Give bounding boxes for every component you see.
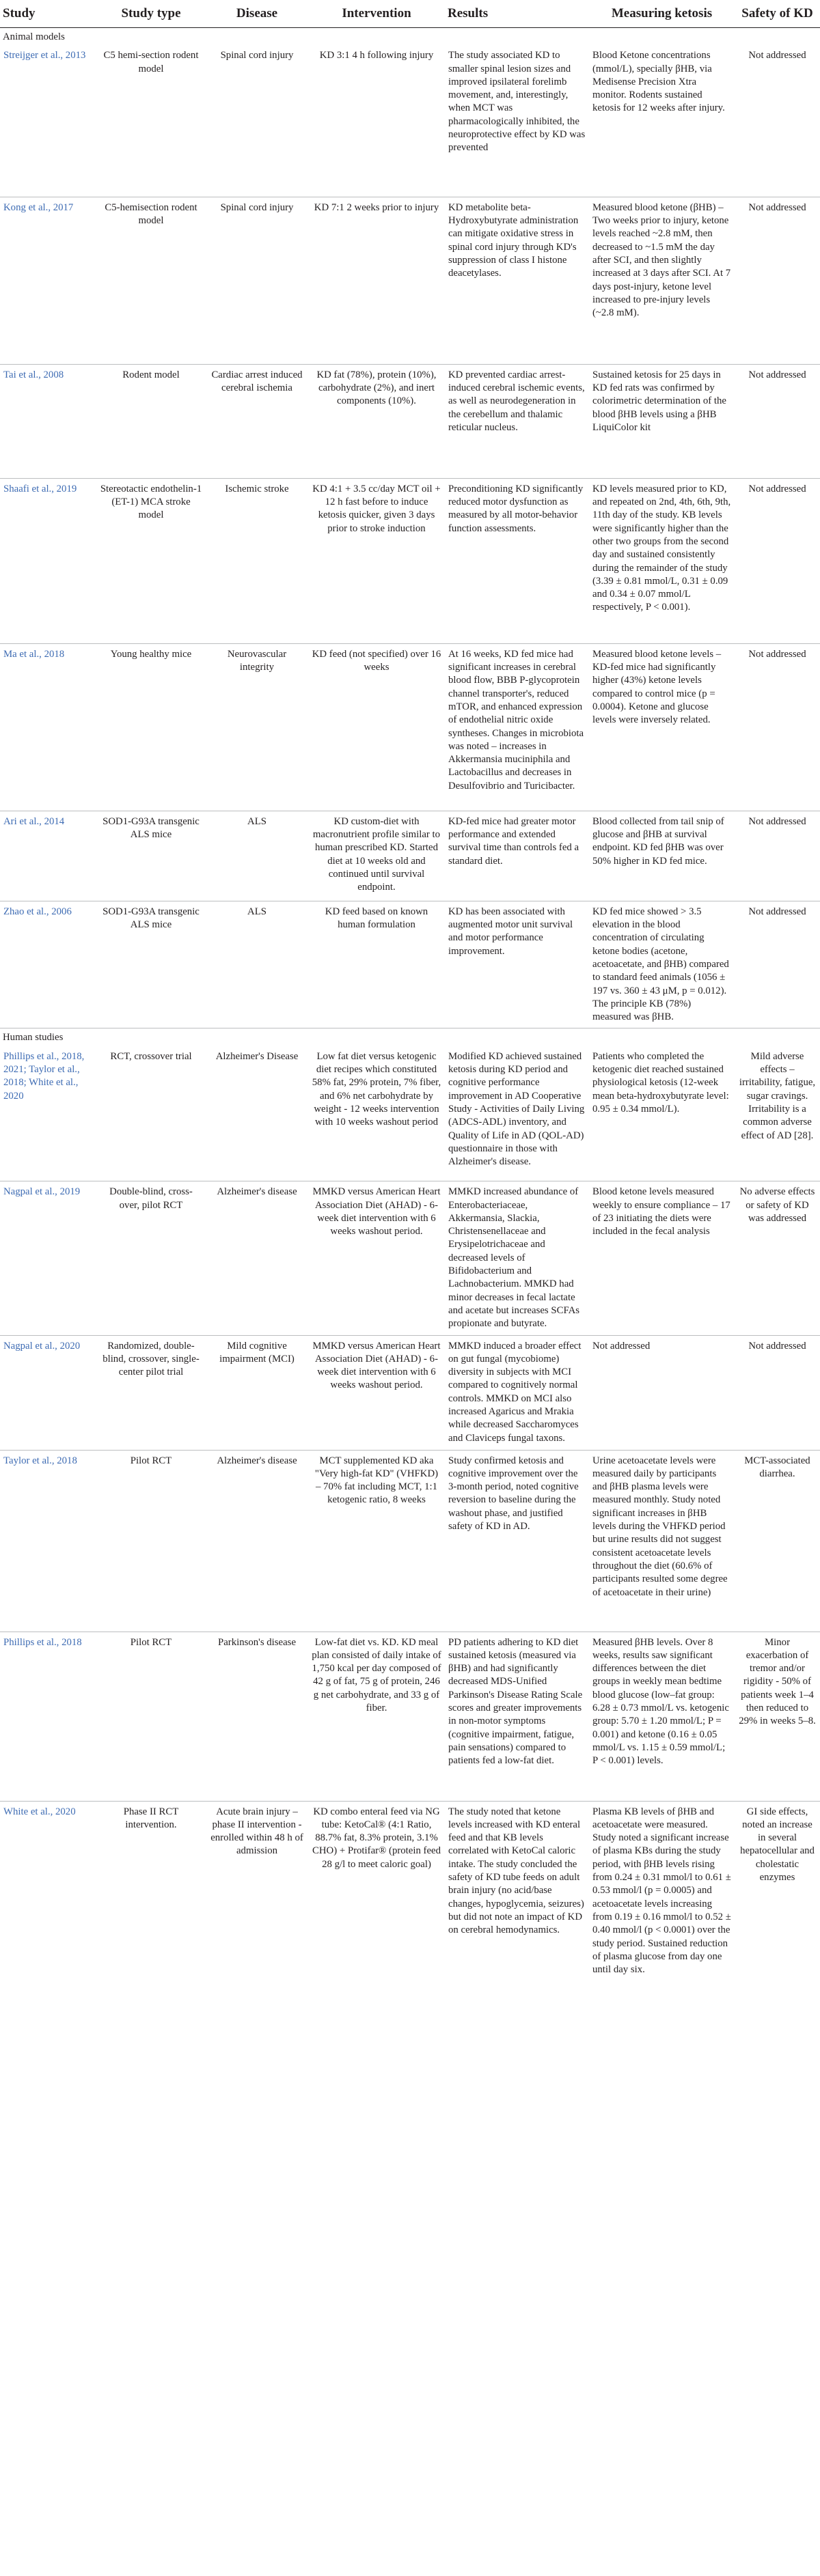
safety-cell: Not addressed bbox=[748, 648, 806, 660]
measuring-ketosis-cell: Not addressed bbox=[592, 1340, 651, 1352]
header-disease: Disease bbox=[206, 0, 308, 28]
study-cell[interactable]: Ari et al., 2014 bbox=[3, 815, 65, 827]
study-cell[interactable]: White et al., 2020 bbox=[3, 1806, 76, 1817]
intervention-cell: Low-fat diet vs. KD. KD meal plan consisted of daily intake of 1,750 kcal per day composed of 42 g of fat, 75 g of protein, 246 g net carbohydrate, and 33 g of fiber. bbox=[312, 1636, 441, 1714]
study-type-cell: Pilot RCT bbox=[130, 1636, 172, 1648]
header-study-type: Study type bbox=[96, 0, 206, 28]
study-cell[interactable]: Streijger et al., 2013 bbox=[3, 50, 86, 61]
disease-cell: ALS bbox=[247, 906, 266, 917]
study-cell[interactable]: Taylor et al., 2018 bbox=[3, 1455, 77, 1466]
disease-cell: Spinal cord injury bbox=[220, 201, 294, 213]
table-header bbox=[0, 0, 820, 28]
measuring-ketosis-cell: KD fed mice showed > 3.5 elevation in the blood concentration of circulating ketone bodies (acetone, acetoacetate, and βHB) compared to standard feed animals (1056 ± 197 vs. 360 ± 43 μM, p = 0.012). The principle KB (78%) measured was βHB. bbox=[592, 906, 729, 1023]
intervention-cell: KD feed (not specified) over 16 weeks bbox=[312, 648, 441, 673]
study-cell[interactable]: Ma et al., 2018 bbox=[3, 648, 65, 660]
study-type-cell: SOD1-G93A transgenic ALS mice bbox=[102, 906, 200, 931]
safety-cell: Not addressed bbox=[748, 1340, 806, 1352]
intervention-cell: KD combo enteral feed via NG tube: KetoCal® (4:1 Ratio, 88.7% fat, 8.3% protein, 3.1% CHO) + Protifar® (protein feed 28 g/l to meet caloric goal) bbox=[312, 1806, 441, 1870]
measuring-ketosis-cell: Blood ketone levels measured weekly to ensure compliance – 17 of 23 initiating the diets were included in the fecal analysis bbox=[592, 1186, 730, 1237]
measuring-ketosis-cell: Sustained ketosis for 25 days in KD fed rats was confirmed by colorimetric determination of the blood βHB levels using a βHB LiquiColor kit bbox=[592, 369, 726, 433]
results-cell: Preconditioning KD significantly reduced motor dysfunction as measured by all motor-behavior function assessments. bbox=[448, 483, 584, 534]
safety-cell: Not addressed bbox=[748, 369, 806, 380]
table-row bbox=[0, 811, 820, 901]
study-type-cell: Rodent model bbox=[122, 369, 180, 380]
header-results: Results bbox=[445, 0, 589, 28]
disease-cell: Alzheimer's disease bbox=[217, 1455, 297, 1466]
study-cell[interactable]: Phillips et al., 2018, 2021; Taylor et al., 2018; White et al., 2020 bbox=[3, 1050, 85, 1102]
table-row bbox=[0, 45, 820, 197]
safety-cell: Not addressed bbox=[748, 201, 806, 213]
safety-cell: Not addressed bbox=[748, 483, 806, 494]
table-row bbox=[0, 643, 820, 811]
safety-cell: MCT-associated diarrhea. bbox=[744, 1455, 810, 1479]
table-row bbox=[0, 901, 820, 1028]
disease-cell: Neurovascular integrity bbox=[227, 648, 287, 673]
intervention-cell: KD feed based on known human formulation bbox=[325, 906, 428, 931]
results-cell: PD patients adhering to KD diet sustained ketosis (measured via βHB) and had significantly decreased MDS-Unified Parkinson's Disease Rating Scale scores and greater improvements in non-motor symptoms (cognitive impairment, fatigue, pain sensations) compared to patients fed a low-fat diet. bbox=[448, 1636, 583, 1767]
table-row bbox=[0, 1632, 820, 1801]
study-cell[interactable]: Shaafi et al., 2019 bbox=[3, 483, 77, 494]
study-cell[interactable]: Kong et al., 2017 bbox=[3, 201, 74, 213]
table-row bbox=[0, 1801, 820, 2000]
measuring-ketosis-cell: Blood Ketone concentrations (mmol/L), specially βHB, via Medisense Precision Xtra monitor. Rodents sustained ketosis for 12 weeks after injury. bbox=[592, 50, 725, 114]
disease-cell: Spinal cord injury bbox=[220, 50, 294, 61]
measuring-ketosis-cell: Urine acetoacetate levels were measured daily by participants and βHB plasma levels were measured monthly. Study noted significant increases in βHB levels during the VHFKD period but urine results did not suggest consistent acetoacetate levels throughout the diet (60.6% of participants resulted some degree of acetoacetate in their urine) bbox=[592, 1455, 728, 1598]
results-cell: KD metabolite beta-Hydroxybutyrate administration can mitigate oxidative stress in spinal cord injury through KD's suppression of class I histone deacetylases. bbox=[448, 201, 579, 279]
intervention-cell: Low fat diet versus ketogenic diet recipes which constituted 58% fat, 29% protein, 7% fiber, and 6% net carbohydrate by weight - 12 weeks intervention with 10 weeks washout period bbox=[312, 1050, 441, 1128]
header-study: Study bbox=[0, 0, 96, 28]
disease-cell: Alzheimer's Disease bbox=[215, 1050, 299, 1062]
disease-cell: Mild cognitive impairment (MCI) bbox=[219, 1340, 295, 1364]
disease-cell: ALS bbox=[247, 815, 266, 827]
safety-cell: Minor exacerbation of tremor and/or rigidity - 50% of patients week 1–4 then reduced to 29% in weeks 5–8. bbox=[739, 1636, 816, 1727]
header-measuring-ketosis: Measuring ketosis bbox=[589, 0, 735, 28]
table-row bbox=[0, 1450, 820, 1632]
intervention-cell: MMKD versus American Heart Association Diet (AHAD) - 6-week diet intervention with 6 weeks washout period. bbox=[312, 1186, 441, 1237]
study-cell[interactable]: Zhao et al., 2006 bbox=[3, 906, 72, 917]
measuring-ketosis-cell: Measured blood ketone (βHB) – Two weeks prior to injury, ketone levels reached ~2.8 mM, then decreased to ~1.5 mM the day after SCI, and then slightly increased at 3 days after SCI. At 7 days post-injury, ketone level increased to pre-injury levels (~2.8 mM). bbox=[592, 201, 731, 319]
intervention-cell: MMKD versus American Heart Association Diet (AHAD) - 6-week diet intervention with 6 weeks washout period. bbox=[312, 1340, 441, 1391]
results-cell: Study confirmed ketosis and cognitive improvement over the 3-month period, noted cognitive reversion to baseline during the washout phase, and justified safety of KD in AD. bbox=[448, 1455, 579, 1532]
header-safety-of-kd: Safety of KD bbox=[735, 0, 820, 28]
study-type-cell: Young healthy mice bbox=[110, 648, 192, 660]
study-type-cell: SOD1-G93A transgenic ALS mice bbox=[102, 815, 200, 841]
measuring-ketosis-cell: Measured βHB levels. Over 8 weeks, results saw significant differences between the diet groups in weekly mean bedtime blood glucose (low–fat group: 6.28 ± 0.73 mmol/L vs. ketogenic group: 5.70 ± 1.20 mmol/L; P = 0.001) and ketone (0.16 ± 0.05 mmol/L vs. 1.15 ± 0.59 mmol/L; P < 0.001) levels. bbox=[592, 1636, 729, 1767]
intervention-cell: KD 4:1 + 3.5 cc/day MCT oil + 12 h fast before to induce ketosis quicker, given 3 days prior to stroke induction bbox=[312, 483, 441, 534]
results-cell: KD-fed mice had greater motor performance and extended survival time than controls fed a standard diet. bbox=[448, 815, 579, 867]
measuring-ketosis-cell: Blood collected from tail snip of glucose and βHB at survival endpoint. KD fed βHB was over 50% higher in KD fed mice. bbox=[592, 815, 724, 867]
results-cell: The study associated KD to smaller spinal lesion sizes and improved ipsilateral forelimb movement, and, interestingly, when MCT was pharmacologically inhibited, the neuroprotective effect by KD was prevented bbox=[448, 50, 586, 154]
intervention-cell: MCT supplemented KD aka "Very high-fat KD" (VHFKD) – 70% fat including MCT, 1:1 ketogenic ratio, 8 weeks bbox=[314, 1455, 439, 1506]
safety-cell: Not addressed bbox=[748, 50, 806, 61]
study-type-cell: Stereotactic endothelin-1 (ET-1) MCA stroke model bbox=[100, 483, 202, 521]
study-cell[interactable]: Nagpal et al., 2020 bbox=[3, 1340, 81, 1352]
intervention-cell: KD fat (78%), protein (10%), carbohydrate (2%), and inert components (10%). bbox=[316, 369, 437, 407]
study-cell[interactable]: Nagpal et al., 2019 bbox=[3, 1186, 81, 1198]
measuring-ketosis-cell: KD levels measured prior to KD, and repeated on 2nd, 4th, 6th, 9th, 11th day of the study. KB levels were significantly higher than the other two groups from the second day and sustained consistently during the remainder of the study (3.39 ± 0.81 mmol/L, 0.31 ± 0.09 and 0.34 ± 0.07 mmol/L respectively, P < 0.001). bbox=[592, 483, 731, 613]
study-type-cell: C5-hemisection rodent model bbox=[105, 201, 197, 227]
results-cell: Modified KD achieved sustained ketosis during KD period and cognitive performance improvement in AD Cooperative Study - Activities of Daily Living (ADCS-ADL) inventory, and Quality of Life in AD (QOL-AD) questionnaire in those with Alzheimer's disease. bbox=[448, 1050, 585, 1168]
results-cell: At 16 weeks, KD fed mice had significant increases in cerebral blood flow, BBB P-glycoprotein channel transporter's, reduced mTOR, and enhanced expression of endothelial nitric oxide syntheses. Changes in microbiota was noted – increases in Akkermansia muciniphila and Lactobacillus and decreases in Desulfovibrio and Turicibacter. bbox=[448, 648, 584, 792]
table-row bbox=[0, 1181, 820, 1335]
table-row bbox=[0, 197, 820, 364]
measuring-ketosis-cell: Measured blood ketone levels – KD-fed mice had significantly higher (43%) ketone levels compared to control mice (p = 0.0004). Ketone and glucose levels were inversely related. bbox=[592, 648, 722, 726]
measuring-ketosis-cell: Patients who completed the ketogenic diet reached sustained physiological ketosis (12-week mean beta-hydroxybutyrate level: 0.95 ± 0.34 mmol/L). bbox=[592, 1050, 729, 1115]
results-cell: MMKD increased abundance of Enterobacteriaceae, Akkermansia, Slackia, Christensenellaceae and Erysipelotrichaceae and decreased levels of Bifidobacterium and Lachnobacterium. MMKD had minor decreases in fecal lactate and acetate but increases SCFAs propionate and butyrate. bbox=[448, 1186, 580, 1330]
safety-cell: No adverse effects or safety of KD was addressed bbox=[739, 1186, 815, 1224]
table-row bbox=[0, 478, 820, 643]
header-intervention: Intervention bbox=[308, 0, 445, 28]
disease-cell: Ischemic stroke bbox=[225, 483, 289, 494]
disease-cell: Acute brain injury – phase II intervention - enrolled within 48 h of admission bbox=[210, 1806, 303, 1857]
study-type-cell: Phase II RCT intervention. bbox=[123, 1806, 179, 1830]
results-cell: The study noted that ketone levels increased with KD enteral feed and that KB levels correlated with KetoCal caloric intake. The study concluded the safety of KD tube feeds on adult brain injury (no acid/base changes, hypoglycemia, seizures) but did not note an impact of KD on cerebral hemodynamics. bbox=[448, 1806, 584, 1936]
results-cell: KD has been associated with augmented motor unit survival and motor performance improvement. bbox=[448, 906, 573, 957]
study-type-cell: C5 hemi-section rodent model bbox=[103, 50, 199, 74]
section-row bbox=[0, 1028, 820, 1046]
section-label: Human studies bbox=[3, 1032, 64, 1044]
intervention-cell: KD 3:1 4 h following injury bbox=[319, 50, 434, 61]
section-row bbox=[0, 28, 820, 46]
disease-cell: Cardiac arrest induced cerebral ischemia bbox=[211, 369, 303, 394]
study-type-cell: RCT, crossover trial bbox=[110, 1050, 192, 1062]
safety-cell: GI side effects, noted an increase in several hepatocellular and cholestatic enzymes bbox=[740, 1806, 815, 1884]
table-row bbox=[0, 1335, 820, 1450]
table-row bbox=[0, 1046, 820, 1181]
study-type-cell: Pilot RCT bbox=[130, 1455, 172, 1466]
results-cell: KD prevented cardiac arrest-induced cerebral ischemic events, as well as neurodegeneration in the cerebellum and thalamic reticular nucleus. bbox=[448, 369, 585, 433]
safety-cell: Not addressed bbox=[748, 906, 806, 917]
disease-cell: Parkinson's disease bbox=[217, 1636, 297, 1648]
study-cell[interactable]: Tai et al., 2008 bbox=[3, 369, 64, 380]
table-body bbox=[0, 28, 820, 2001]
study-type-cell: Double-blind, cross-over, pilot RCT bbox=[109, 1186, 193, 1211]
intervention-cell: KD 7:1 2 weeks prior to injury bbox=[314, 201, 439, 213]
study-cell[interactable]: Phillips et al., 2018 bbox=[3, 1636, 82, 1648]
table-row bbox=[0, 364, 820, 478]
study-type-cell: Randomized, double-blind, crossover, single-center pilot trial bbox=[102, 1340, 200, 1378]
section-label: Animal models bbox=[3, 31, 65, 42]
disease-cell: Alzheimer's disease bbox=[217, 1186, 297, 1198]
intervention-cell: KD custom-diet with macronutrient profile similar to human prescribed KD. Started diet at 10 weeks old and continued until survival endpoint. bbox=[312, 815, 441, 893]
results-cell: MMKD induced a broader effect on gut fungal (mycobiome) diversity in subjects with MCI compared to cognitively normal controls. MMKD on MCI also increased Agaricus and Mrakia while decreased Saccharomyces and Claviceps fungal taxons. bbox=[448, 1340, 582, 1444]
measuring-ketosis-cell: Plasma KB levels of βHB and acetoacetate were measured. Study noted a significant increase of plasma KBs during the study period, with βHB levels rising from 0.24 ± 0.31 mmol/l to 0.61 ± 0.53 mmol/l (p = 0.0005) and acetoacetate levels increasing from 0.19 ± 0.16 mmol/l to 0.52 ± 0.40 mmol/l (p < 0.0001) over the study period. Sustained reduction of plasma glucose from day one until day six. bbox=[592, 1806, 731, 1976]
safety-cell: Not addressed bbox=[748, 815, 806, 827]
safety-cell: Mild adverse effects – irritability, fatigue, sugar cravings. Irritability is a common adverse effect of AD [28]. bbox=[739, 1050, 816, 1141]
